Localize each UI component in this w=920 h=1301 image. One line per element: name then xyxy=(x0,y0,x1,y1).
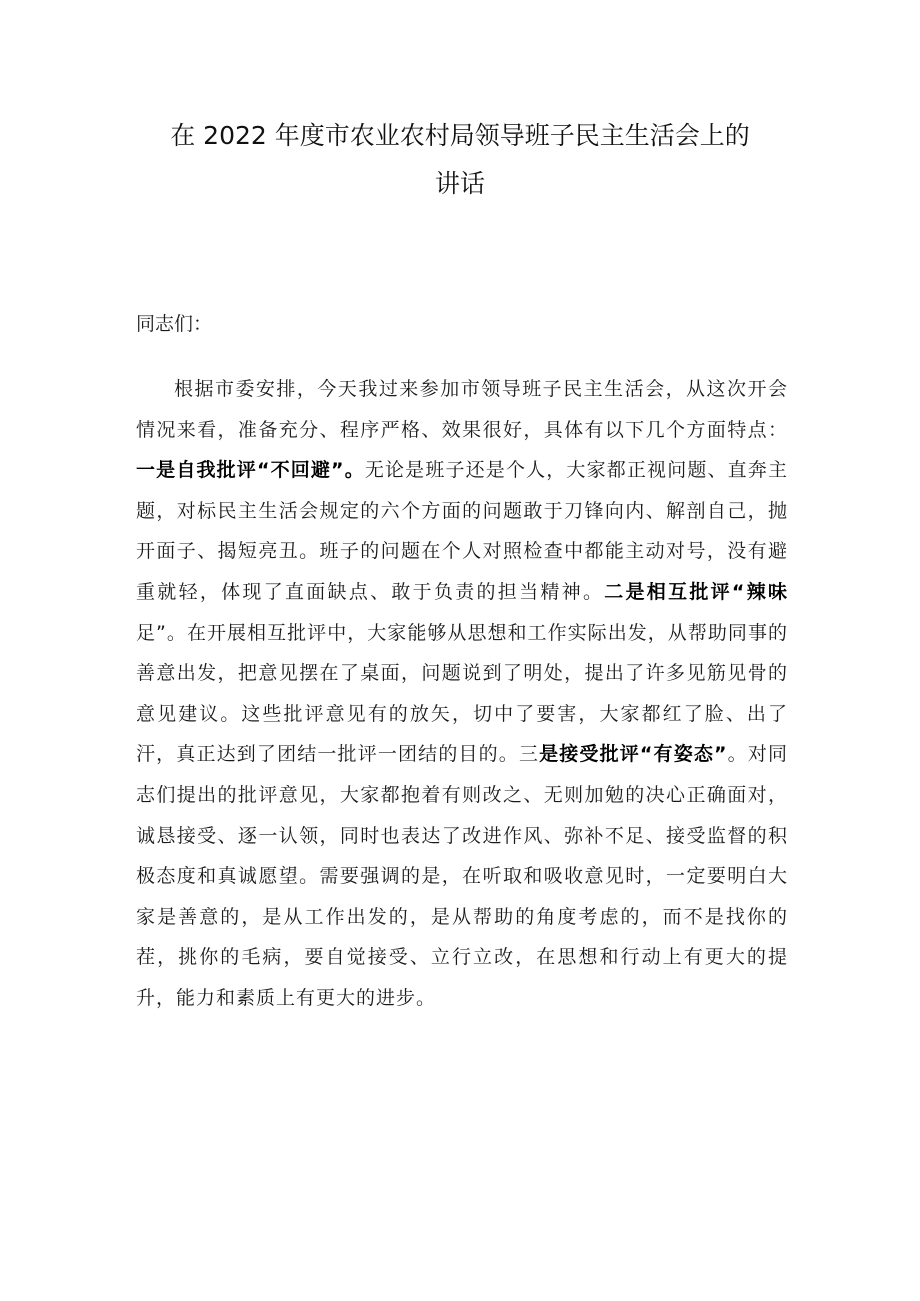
body-paragraph xyxy=(136,369,788,1019)
point-2-tail: 足”。 xyxy=(136,621,187,644)
title-line-2: 讲话 xyxy=(434,169,485,198)
paragraph-intro: 根据市委安排，今天我过来参加市领导班子民主生活会，从这次开会情况来看，准备充分、程序严格、效果很好，具体有以下几个方面特点： xyxy=(136,378,788,441)
point-2-text: 在开展相互批评中，大家能够从思想和工作实际出发，从帮助同事的善意出发，把意见摆在了桌面，问题说到了明处，提出了许多见筋见骨的意见建议。这些批评意见有的放矢，切中了要害，大家都红了脸、出了汗，真正达到了团结一批评一团结的目的。三 xyxy=(136,621,788,766)
point-1-text: 无论是班子还是个人，大家都正视问题、直奔主题，对标民主生活会规定的六个方面的问题敢于刀锋向内、解剖自己，抛开面子、揭短亮丑。班子的问题在个人对照检查中都能主动对号，没有避重就轻，体现了直面缺点、敢于负责的担当精神。 xyxy=(136,459,788,603)
point-3-heading: 是接受批评“有姿态” xyxy=(539,743,728,766)
document-title xyxy=(120,112,800,208)
point-3-text: 。对同志们提出的批评意见，大家都抱着有则改之、无则加勉的决心正确面对，诚恳接受、逐一认领，同时也表达了改进作风、弥补不足、接受监督的积极态度和真诚愿望。需要强调的是，在听取和吸收意见时，一定要明白大家是善意的，是从工作出发的，是从帮助的角度考虑的，而不是找你的茬，挑你的毛病，要自觉接受、立行立改，在思想和行动上有更大的提升，能力和素质上有更大的进步。 xyxy=(136,743,788,1009)
point-1-heading: 一是自我批评“不回避”。 xyxy=(136,459,365,482)
salutation: 同志们： xyxy=(136,313,213,335)
point-2-heading: 二是相互批评“辣味 xyxy=(604,580,788,603)
title-line-1: 在 2022 年度市农业农村局领导班子民主生活会上的 xyxy=(170,121,750,150)
